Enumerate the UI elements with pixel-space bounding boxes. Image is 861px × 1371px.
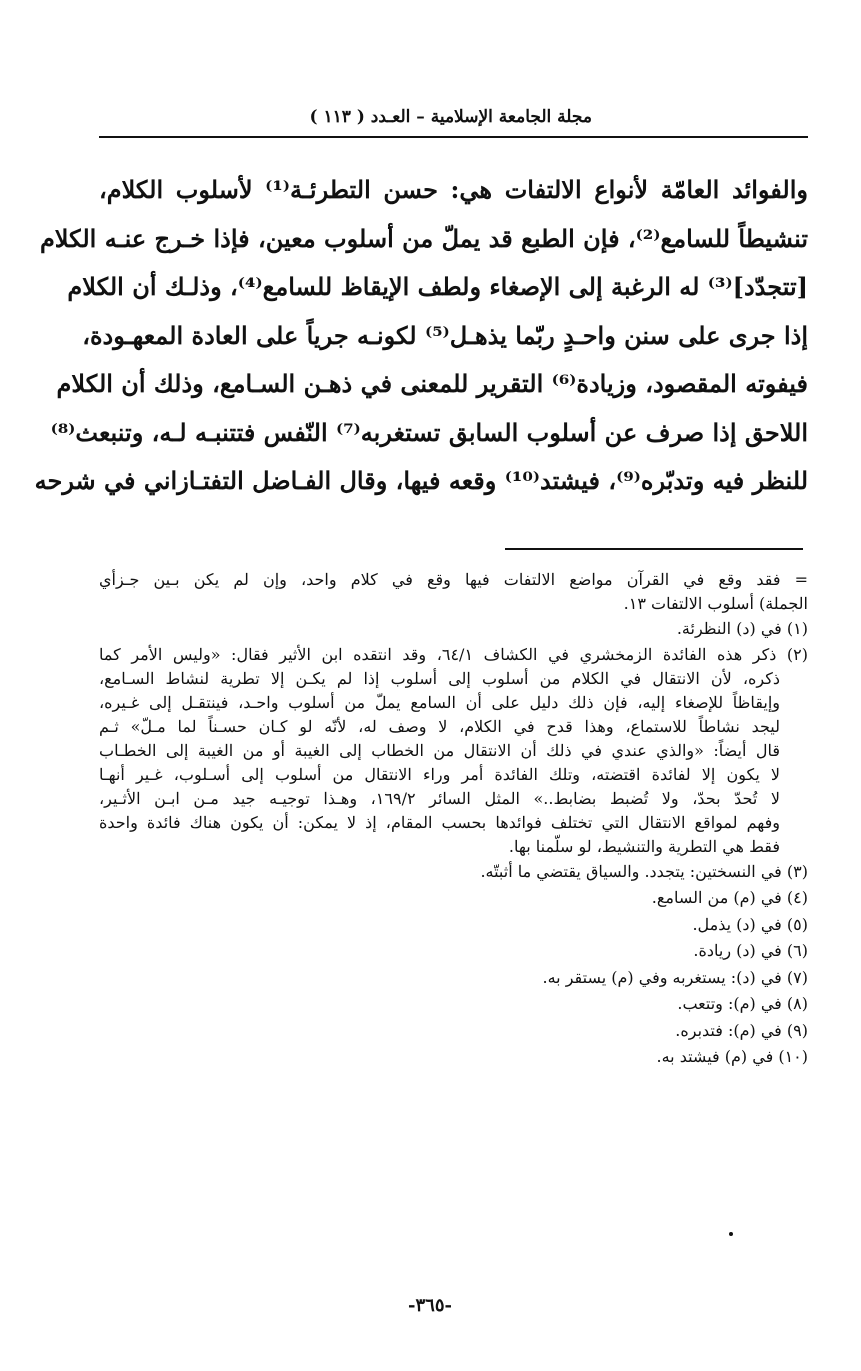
footnote-10: (١٠) في (م) فيشتد به. (656, 1047, 808, 1066)
footnote-continuation (99, 568, 808, 616)
body-line: تنشيطاً للسامع⁽²⁾، فإن الطبع قد يملّ من أسلوب معين، فإذا خـرج عنـه الكلام (39, 223, 808, 253)
footnote-line: (٢) ذكر هذه الفائدة الزمخشري في الكشاف ٦٤/١، وقد انتقده ابن الأثير فقال: «وليس الأمر كما (99, 644, 808, 664)
body-line: إذا جرى على سنن واحـدٍ ربّما يذهـل⁽⁵⁾ لكونـه جرياً على العادة المعهـودة، (82, 320, 808, 350)
main-paragraph (34, 166, 808, 506)
footnotes (99, 568, 808, 1071)
footnote-separator (505, 548, 803, 550)
footnote-line: فقط هي التطرية والتنشيط، لو سلّمنا بها. (508, 836, 780, 856)
footnote-5: (٥) في (د) يذمل. (692, 914, 808, 934)
footnote-line: الجملة) أسلوب الالتفات ١٣. (623, 594, 808, 613)
footnote-line: لا تُحدّ بحدّ، ولا تُضبط بضابط..» المثل السائر ١٦٩/٢، وهـذا توجيـه جيد مـن ابـن الأثـير، (99, 788, 780, 808)
footnote-line: وإيقاظاً للإصغاء إليه، فإن ذلك دليل على أن السامع يملّ من أسلوب واحـد، فينتقـل إلى غـيره، (99, 692, 780, 712)
header-rule (99, 136, 808, 138)
footnote-2 (99, 643, 808, 859)
body-line: للنظر فيه وتدبّره⁽⁹⁾، فيشتد⁽¹⁰⁾ وقعه فيها، وقال الفـاضل التفتـازاني في شرحه (34, 466, 808, 495)
footnote-1: (١) في (د) النظرئة. (676, 619, 808, 638)
footnote-6: (٦) في (د) ريادة. (693, 941, 808, 960)
running-head: مجلة الجامعة الإسلامية – العـدد ( ١١٣ ) (309, 107, 592, 127)
footnote-line: ليجد نشاطاً للاستماع، وهذا قدح في الكلام، لا وصف له، لأنّه لو كـان حسـناً لما مـلّ» ثـم (99, 716, 780, 736)
footnote-4: (٤) في (م) من السامع. (651, 888, 808, 907)
body-line: والفوائد العامّة لأنواع الالتفات هي: حسن التطرئـة⁽¹⁾ لأسلوب الكلام، (99, 175, 808, 204)
footnote-line: قال أيضاً: «والذي عندي في ذلك أن الانتقال من الخطاب إلى الغيبة أو من الغيبة إلى الخطـاب (99, 740, 780, 760)
body-line: اللاحق إذا صرف عن أسلوب السابق تستغربه⁽⁷⁾ النّفس فتتنبـه لـه، وتنبعث⁽⁸⁾ (50, 417, 808, 447)
footnote-9: (٩) في (م): فتدبره. (675, 1020, 808, 1040)
footnote-8: (٨) في (م): وتتعب. (677, 994, 808, 1013)
footnote-line: لا يكون إلا لفائدة اقتضته، وتلك الفائدة أمر وراء الانتقال من أسلوب إلى أسـلوب، غـير أنهـا (99, 764, 780, 784)
footnote-line: = فقد وقع في القرآن مواضع الالتفات فيها وقع في كلام واحد، وإن لم يكن بـين جـزأي (99, 570, 808, 589)
footnote-line: ذكره، لأن الانتقال في الكلام من أسلوب إلى أسلوب إذا لم يكـن إلا تطرية لنشاط السـامع، (99, 668, 780, 688)
body-line: [تتجدّد]⁽³⁾ له الرغبة إلى الإصغاء ولطف الإيقاظ للسامع⁽⁴⁾، وذلـك أن الكلام (67, 272, 808, 301)
body-line: فيفوته المقصود، وزيادة⁽⁶⁾ التقرير للمعنى في ذهـن السـامع، وذلك أن الكلام (56, 369, 808, 398)
footnote-3: (٣) في النسختين: يتجدد. والسياق يقتضي ما أثبتّه. (480, 861, 808, 881)
footnote-7: (٧) في (د): يستغربه وفي (م) يستقر به. (542, 967, 808, 987)
footnote-line: وفهم لمواقع الانتقال التي تختلف فوائدها بحسب المقام، إذ لا يمكن: أن يكون هناك فائدة واحدة (99, 812, 780, 832)
page-number: -٣٦٥- (408, 1295, 452, 1316)
stray-dot (729, 1232, 733, 1236)
